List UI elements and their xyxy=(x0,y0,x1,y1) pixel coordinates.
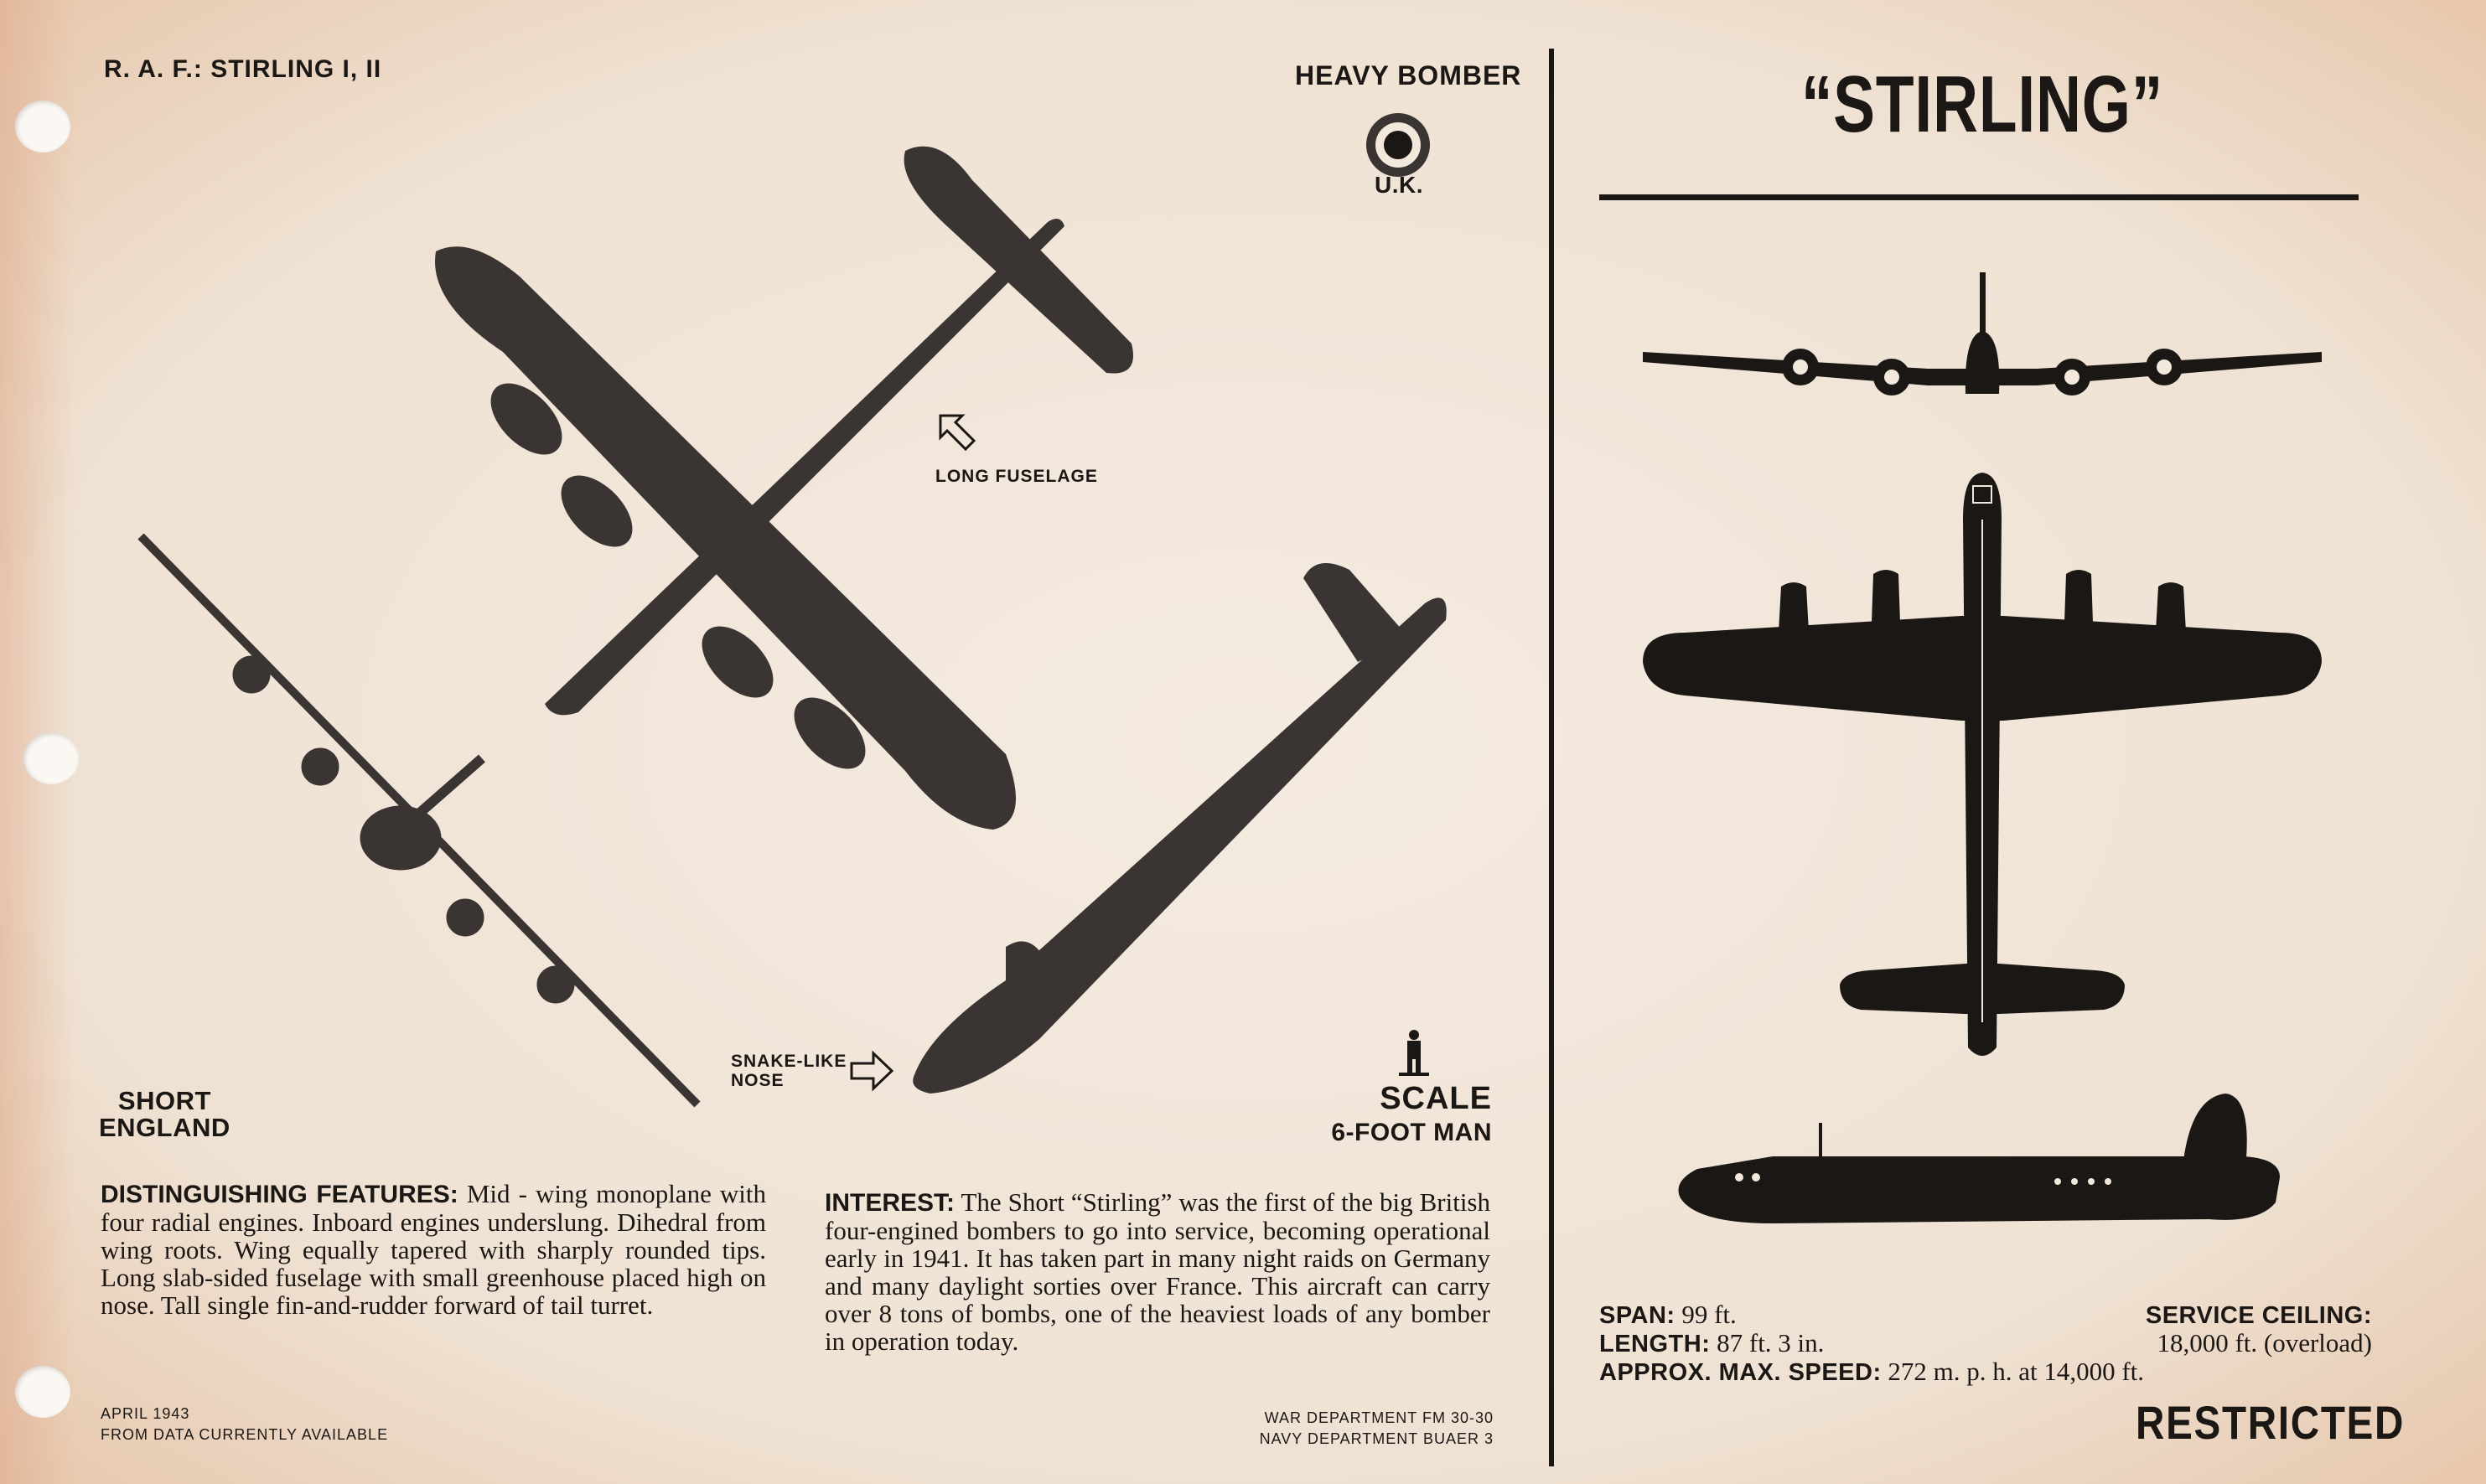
scale-subtitle: 6-FOOT MAN xyxy=(1331,1119,1492,1146)
binder-hole-bottom xyxy=(15,1366,70,1418)
aircraft-name-title: “STIRLING” xyxy=(1800,59,2164,149)
spec-ceiling-label-text: SERVICE CEILING: xyxy=(2145,1302,2372,1329)
silhouette-side-view xyxy=(1672,1089,2292,1240)
spec-span xyxy=(1599,1300,1737,1330)
classification-stamp: RESTRICTED xyxy=(2136,1396,2406,1449)
spec-length-label: LENGTH: xyxy=(1599,1331,1711,1357)
footer-navy-ref: NAVY DEPARTMENT BUAER 3 xyxy=(1259,1430,1494,1447)
spec-ceiling-label xyxy=(2012,1300,2372,1330)
silhouette-plan-view xyxy=(1634,469,2330,1064)
aircraft-designation: R. A. F.: STIRLING I, II xyxy=(104,55,382,83)
aircraft-category: HEAVY BOMBER xyxy=(1295,60,1522,90)
callout-nose-line2: NOSE xyxy=(731,1071,785,1090)
spec-speed-value: 272 m. p. h. at 14,000 ft. xyxy=(1888,1357,2145,1386)
footer-source xyxy=(101,1404,388,1445)
title-rule xyxy=(1599,194,2359,200)
spec-length xyxy=(1599,1329,1824,1358)
arrow-right-icon xyxy=(850,1052,893,1090)
features-heading: DISTINGUISHING FEATURES: xyxy=(101,1181,458,1208)
interest-paragraph xyxy=(825,1188,1490,1355)
scale-title: SCALE xyxy=(1380,1081,1492,1116)
interest-heading: INTEREST: xyxy=(825,1189,956,1217)
footer-references xyxy=(1207,1408,1494,1450)
callout-nose-line1: SNAKE-LIKE xyxy=(731,1052,847,1071)
country-label: U.K. xyxy=(1375,172,1423,198)
arrow-up-left-icon xyxy=(937,412,977,452)
interest-text: The Short “Stirling” was the first of the big British four-engined bombers to go into service, becoming operational early in 1941. It has taken part in many night raids on Germany and many daylight sorties over France. This aircraft can carry over 8 tons of bombs, one of the heaviest loads of any bomber in operation today. xyxy=(825,1187,1490,1356)
man-figure-icon xyxy=(1396,1029,1432,1076)
features-text: Mid - wing monoplane with four radial engines. Inboard engines underslung. Dihedral from wing roots. Wing equally tapered with sharply rounded tips. Long slab-sided fuselage with small greenhouse placed high on nose. Tall single fin-and-rudder forward of tail turret. xyxy=(101,1179,767,1320)
spec-speed xyxy=(1599,1357,2144,1387)
spec-span-label: SPAN: xyxy=(1599,1302,1675,1329)
footer-war-ref: WAR DEPARTMENT FM 30-30 xyxy=(1264,1409,1494,1426)
silhouette-front-view xyxy=(1634,268,2330,411)
footer-source-text: FROM DATA CURRENTLY AVAILABLE xyxy=(101,1426,389,1443)
footer-date: APRIL 1943 xyxy=(101,1405,190,1422)
aircraft-photo-side-view xyxy=(0,0,1551,1131)
manufacturer-country: ENGLAND xyxy=(99,1113,230,1142)
spec-span-value: 99 ft. xyxy=(1681,1300,1737,1329)
manufacturer-block xyxy=(99,1088,230,1141)
manufacturer-name: SHORT xyxy=(117,1086,211,1115)
spec-length-value: 87 ft. 3 in. xyxy=(1717,1328,1825,1357)
spec-speed-label: APPROX. MAX. SPEED: xyxy=(1599,1359,1882,1386)
callout-long-fuselage: LONG FUSELAGE xyxy=(935,467,1098,486)
spec-ceiling-value: 18,000 ft. (overload) xyxy=(2157,1328,2372,1357)
distinguishing-features xyxy=(101,1180,766,1319)
callout-snake-nose xyxy=(731,1052,847,1090)
